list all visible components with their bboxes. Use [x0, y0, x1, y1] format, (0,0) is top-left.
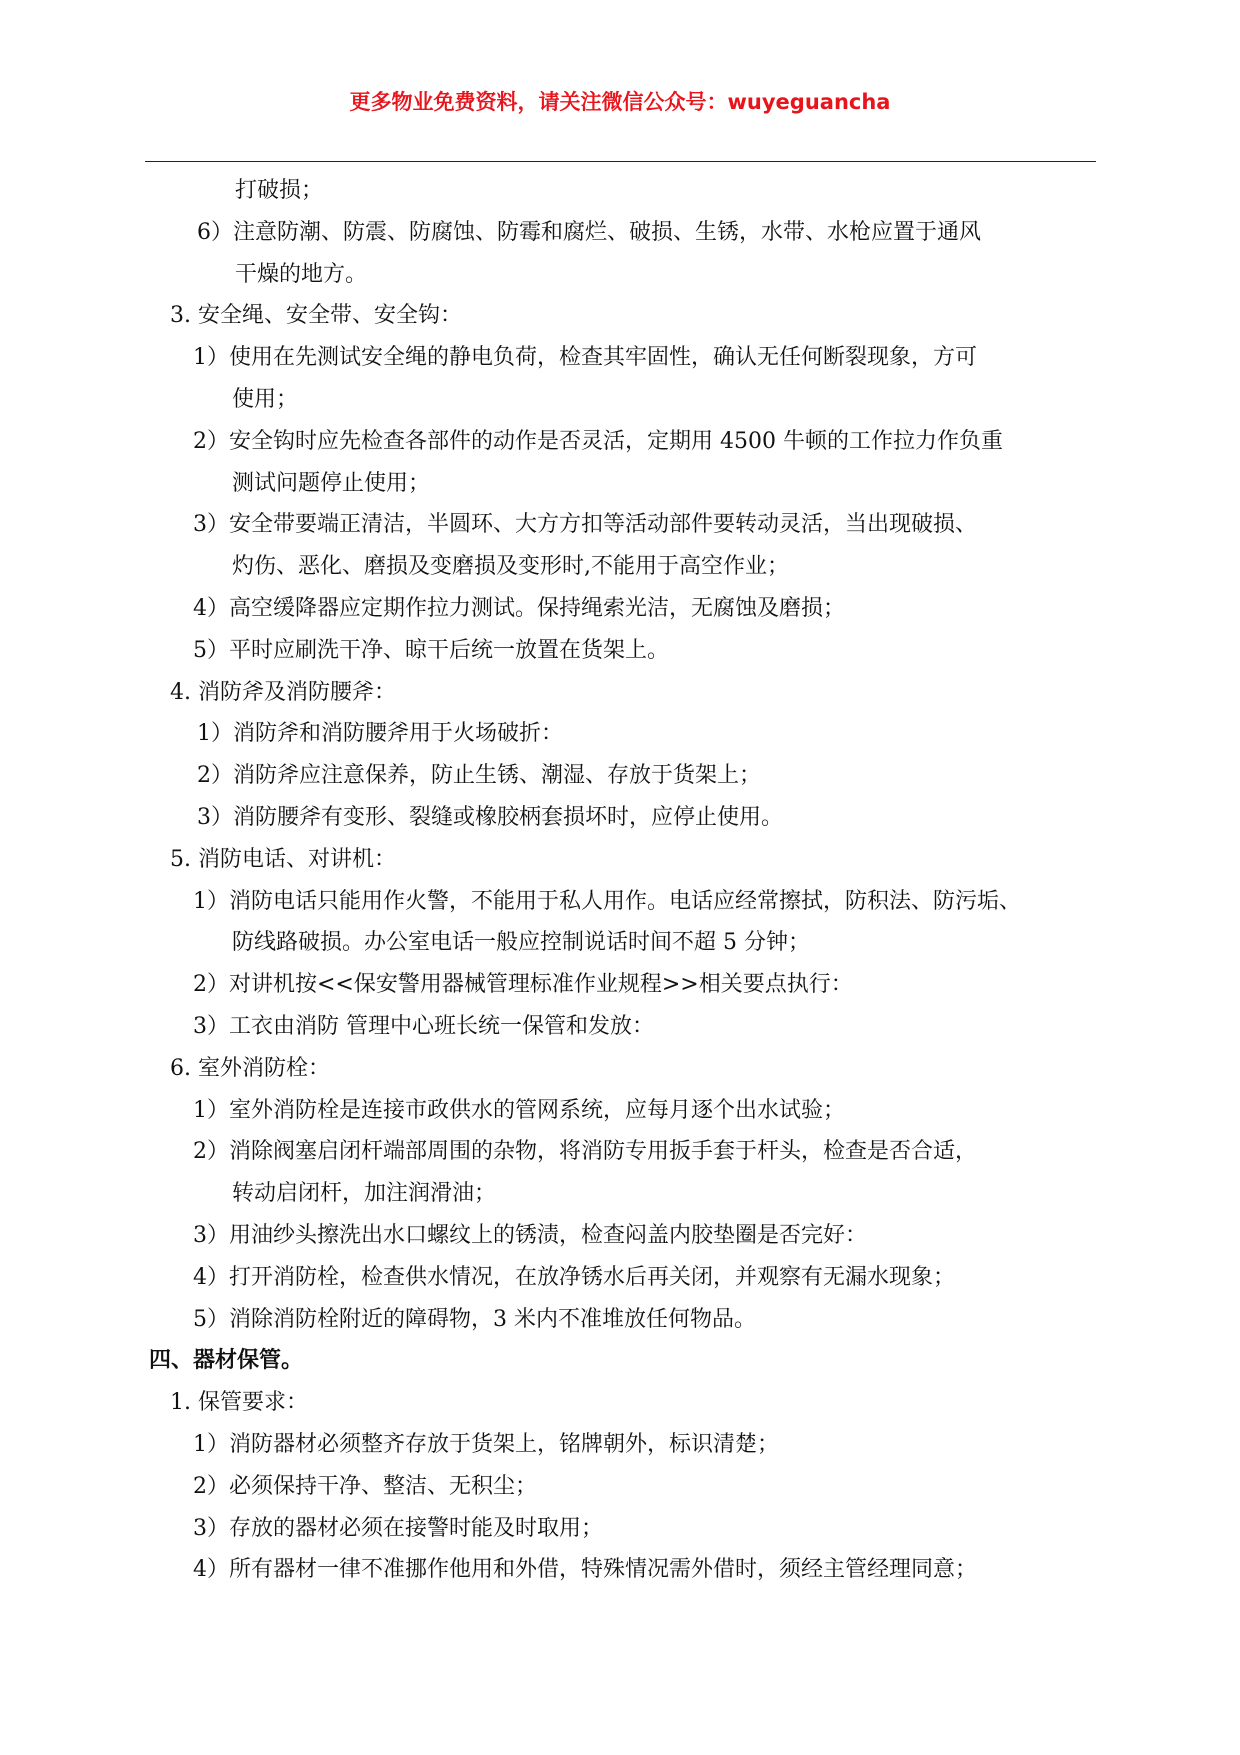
text-line: 防线路破损。办公室电话一般应控制说话时间不超 5 分钟； [232, 930, 810, 956]
text-line: 干燥的地方。 [235, 261, 368, 287]
text-line: 3）存放的器材必须在接警时能及时取用； [193, 1515, 603, 1541]
text-line: 1）消防电话只能用作火警，不能用于私人用作。电话应经常擦拭，防积法、防污垢、 [193, 888, 1021, 914]
text-line: 2）安全钩时应先检查各部件的动作是否灵活，定期用 4500 牛顿的工作拉力作负重 [193, 428, 1003, 454]
text-line: 1）使用在先测试安全绳的静电负荷，检查其牢固性，确认无任何断裂现象，方可 [193, 345, 977, 371]
text-line: 打破损； [235, 178, 324, 203]
text-line: 5）消除消防栓附近的障碍物，3 米内不准堆放任何物品。 [193, 1306, 756, 1332]
text-line: 3）用油纱头擦洗出水口螺纹上的锈渍，检查闷盖内胶垫圈是否完好： [193, 1222, 867, 1248]
text-line: 4. 消防斧及消防腰斧： [170, 679, 396, 705]
text-line: 1）消防斧和消防腰斧用于火场破折： [197, 721, 563, 747]
text-line: 2）必须保持干净、整洁、无积尘； [193, 1473, 537, 1499]
text-line: 3. 安全绳、安全带、安全钩： [170, 303, 462, 329]
text-line: 2）消防斧应注意保养，防止生锈、潮湿、存放于货架上； [197, 763, 761, 789]
text-line: 1. 保管要求： [170, 1390, 308, 1416]
text-line: 4）高空缓降器应定期作拉力测试。保持绳索光洁，无腐蚀及磨损； [193, 595, 845, 621]
text-line: 4）所有器材一律不准挪作他用和外借，特殊情况需外借时，须经主管经理同意； [193, 1557, 977, 1583]
text-line: 3）工衣由消防 管理中心班长统一保管和发放： [193, 1013, 654, 1039]
document-body [145, 170, 1096, 1591]
text-line: 3）消防腰斧有变形、裂缝或橡胶柄套损坏时，应停止使用。 [197, 804, 783, 830]
text-line: 5）平时应刷洗干净、晾干后统一放置在货架上。 [193, 637, 669, 663]
text-line: 6）注意防潮、防震、防腐蚀、防霉和腐烂、破损、生锈，水带、水枪应置于通风 [197, 219, 981, 245]
text-line: 灼伤、恶化、磨损及变磨损及变形时,不能用于高空作业； [232, 554, 789, 580]
text-line: 5. 消防电话、对讲机： [170, 846, 396, 872]
text-line: 2）消除阀塞启闭杆端部周围的杂物，将消防专用扳手套于杆头，检查是否合适， [193, 1139, 977, 1165]
text-line: 1）消防器材必须整齐存放于货架上，铭牌朝外，标识清楚； [193, 1431, 779, 1457]
header-promo-text: 更多物业免费资料，请关注微信公众号：wuyeguancha [349, 90, 891, 114]
text-line: 1）室外消防栓是连接市政供水的管网系统，应每月逐个出水试验； [193, 1097, 845, 1123]
text-line: 转动启闭杆，加注润滑油； [232, 1181, 497, 1207]
text-line: 4）打开消防栓，检查供水情况，在放净锈水后再关闭，并观察有无漏水现象； [193, 1264, 955, 1290]
text-line: 2）对讲机按<<保安警用器械管理标准作业规程>>相关要点执行： [193, 972, 853, 998]
text-line: 6. 室外消防栓： [170, 1055, 330, 1081]
text-line: 使用； [232, 386, 299, 412]
header-divider [145, 161, 1096, 162]
text-line: 测试问题停止使用； [232, 470, 431, 496]
section-heading: 四、器材保管。 [149, 1348, 304, 1374]
text-line: 3）安全带要端正清洁，半圆环、大方方扣等活动部件要转动灵活，当出现破损、 [193, 512, 977, 538]
